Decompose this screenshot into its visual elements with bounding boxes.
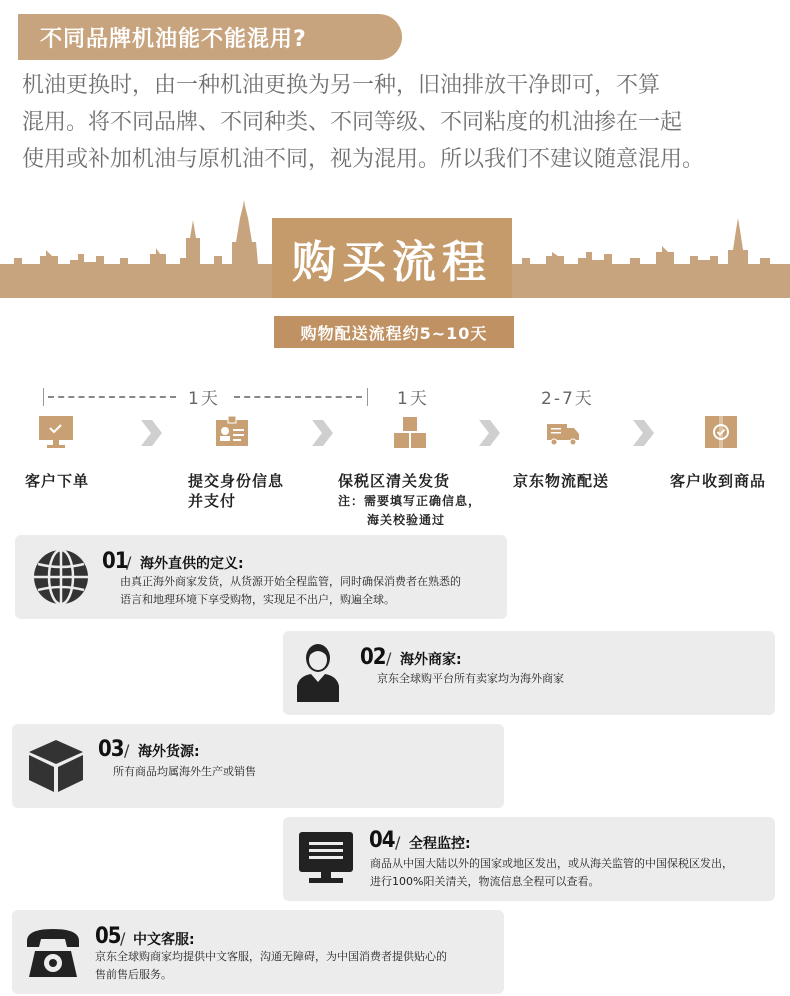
- card-number: 02: [360, 645, 386, 670]
- step-note-info: 注：需要填写正确信息，: [338, 494, 482, 508]
- package-check-icon: [703, 414, 739, 450]
- timeline-segment-3: 2-7天: [541, 389, 594, 409]
- chevron-right-icon: [309, 418, 335, 448]
- telephone-icon: [25, 925, 81, 981]
- card-title: 全程监控:: [409, 836, 471, 852]
- card-divider: /: [386, 649, 392, 668]
- card-number: 04: [369, 828, 395, 853]
- card-divider: /: [395, 833, 401, 852]
- purchase-title: 购买流程: [292, 237, 492, 288]
- intro-line: 使用或补加机油与原机油不同，视为混用。所以我们不建议随意混用。: [22, 147, 705, 172]
- card-title: 海外商家:: [400, 652, 462, 668]
- card-divider: /: [124, 741, 130, 760]
- card-number: 05: [95, 924, 121, 949]
- card-desc-line: 由真正海外商家发货，从货源开始全程监管，同时确保消费者在熟悉的: [120, 575, 461, 588]
- chevron-right-icon: [476, 418, 502, 448]
- delivery-duration-badge: 购物配送流程约5~10天: [274, 316, 514, 348]
- timeline-tick: [367, 388, 368, 406]
- box-icon: [27, 738, 85, 794]
- timeline-segment-1: 1天: [188, 389, 220, 409]
- question-banner-text: 不同品牌机油能不能混用?: [40, 26, 307, 52]
- card-divider: /: [126, 553, 132, 572]
- card-title: 海外直供的定义:: [140, 556, 244, 572]
- computer-icon: [38, 414, 74, 450]
- card-desc-line: 售前售后服务。: [95, 968, 172, 981]
- question-banner: [18, 14, 402, 60]
- intro-line: 混用。将不同品牌、不同种类、不同等级、不同粘度的机油掺在一起: [22, 110, 683, 135]
- truck-icon: [545, 414, 581, 450]
- card-desc-line: 商品从中国大陆以外的国家或地区发出，或从海关监管的中国保税区发出，: [370, 857, 733, 870]
- card-desc-line: 所有商品均属海外生产或销售: [113, 765, 256, 778]
- timeline-dash: [234, 396, 362, 398]
- card-desc-line: 京东全球购平台所有卖家均为海外商家: [377, 672, 564, 685]
- card-title: 中文客服:: [133, 932, 195, 948]
- card-divider: /: [120, 929, 126, 948]
- step-label-customs: 保税区清关发货: [338, 472, 451, 490]
- id-card-icon: [214, 414, 250, 450]
- card-desc-line: 进行100%阳关清关，物流信息全程可以查看。: [370, 875, 600, 888]
- timeline-segment-2: 1天: [397, 389, 429, 409]
- chevron-right-icon: [138, 418, 164, 448]
- intro-paragraph: [22, 67, 772, 178]
- step-label-delivery: 京东物流配送: [513, 472, 610, 490]
- card-number: 03: [98, 737, 124, 762]
- timeline-tick: [43, 388, 44, 406]
- step-label-order: 客户下单: [25, 472, 90, 490]
- person-icon: [295, 642, 341, 704]
- step-label-pay: 并支付: [188, 492, 237, 510]
- card-desc-line: 京东全球购商家均提供中文客服，沟通无障碍，为中国消费者提供贴心的: [95, 950, 447, 963]
- step-label-received: 客户收到商品: [670, 472, 767, 490]
- intro-line: 机油更换时，由一种机油更换为另一种，旧油排放干净即可，不算: [22, 73, 661, 98]
- feature-card-overseas-source: [12, 724, 504, 808]
- step-note-customs: 海关校验通过: [367, 513, 446, 527]
- card-number: 01: [102, 549, 128, 574]
- monitor-icon: [297, 830, 355, 886]
- globe-icon: [32, 548, 90, 606]
- boxes-icon: [392, 414, 428, 450]
- timeline-dash: [48, 396, 176, 398]
- card-desc-line: 语言和地理环境下享受购物，实现足不出户，购遍全球。: [120, 593, 395, 606]
- card-title: 海外货源:: [138, 744, 200, 760]
- chevron-right-icon: [630, 418, 656, 448]
- step-label-identity: 提交身份信息: [188, 472, 285, 490]
